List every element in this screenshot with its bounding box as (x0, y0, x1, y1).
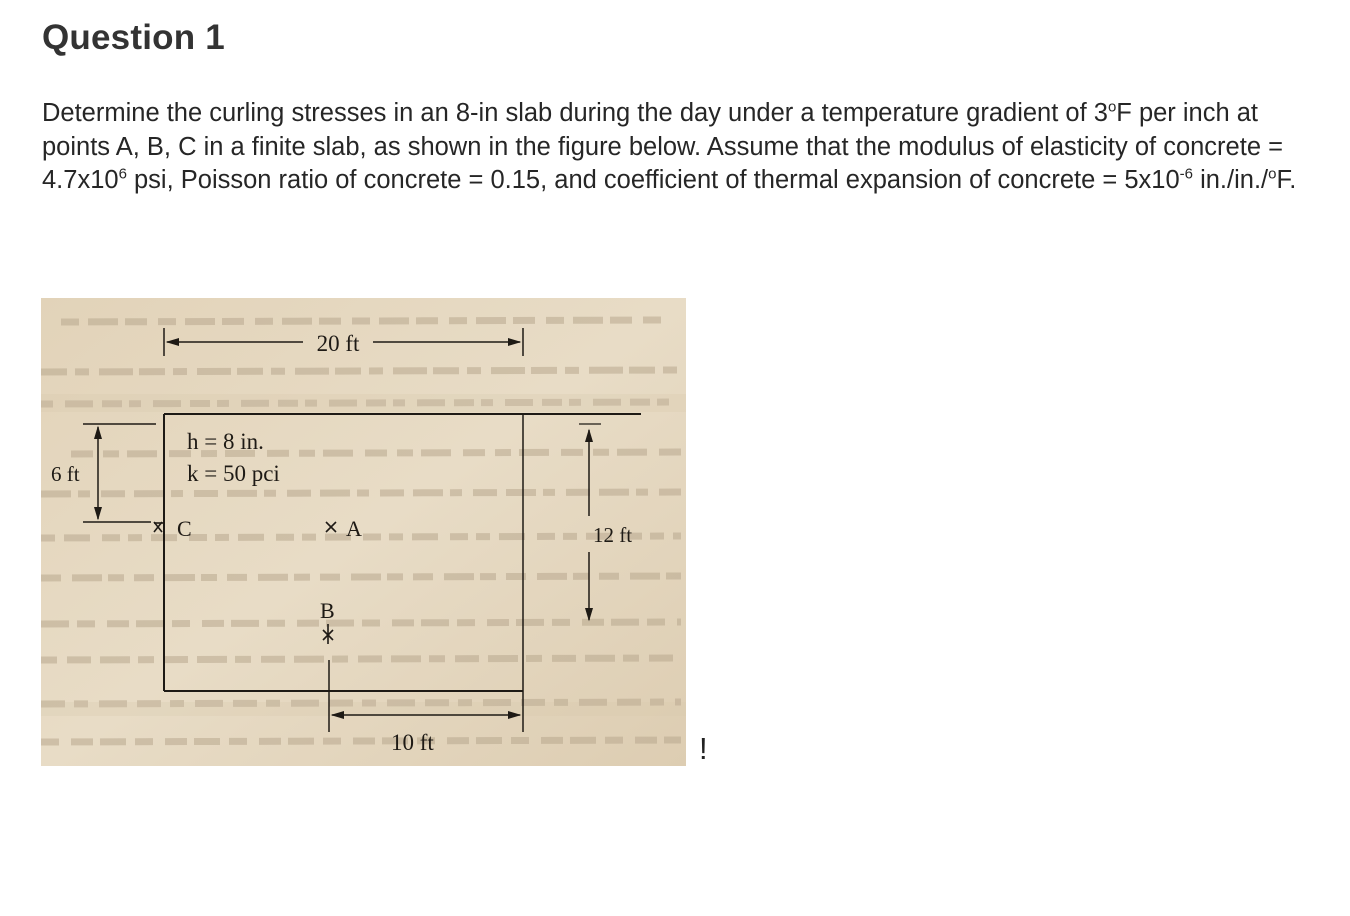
prompt-text-2: F per inch at points A, B, C in a finite slab, as shown in the figure below. Assume that the modulus of elasticity of concrete = 4.7x10 (42, 99, 1283, 194)
prompt-text-1: Determine the curling stresses in an 8-in slab during the day under a temperature gradient of 3 (42, 99, 1108, 127)
dim-left-label: 6 ft (51, 462, 80, 486)
slab-figure (41, 298, 686, 766)
question-title: Question 1 (42, 18, 225, 57)
dim-top-label: 20 ft (316, 331, 360, 356)
prompt-text-4: in./in./ (1193, 166, 1269, 194)
dim-right-label: 12 ft (593, 523, 633, 547)
prompt-text-5: F. (1276, 166, 1297, 194)
exponent-sup-2: -6 (1179, 165, 1193, 183)
point-b-label: B (320, 598, 335, 623)
degree-sup-1: o (1107, 98, 1117, 116)
slab-diagram (41, 298, 686, 766)
slab-thickness: h = 8 in. (187, 429, 264, 454)
subgrade-modulus: k = 50 pci (187, 461, 280, 486)
point-a-label: A (346, 516, 362, 541)
prompt-text-3: psi, Poisson ratio of concrete = 0.15, and coefficient of thermal expansion of concrete = 5x10 (126, 166, 1180, 194)
point-c-label: C (177, 516, 192, 541)
exponent-sup-1: 6 (118, 165, 127, 183)
trailing-exclamation: ! (699, 731, 708, 766)
degree-sup-2: o (1268, 165, 1277, 183)
dim-bottom-label: 10 ft (391, 730, 434, 755)
question-prompt (42, 97, 1307, 198)
